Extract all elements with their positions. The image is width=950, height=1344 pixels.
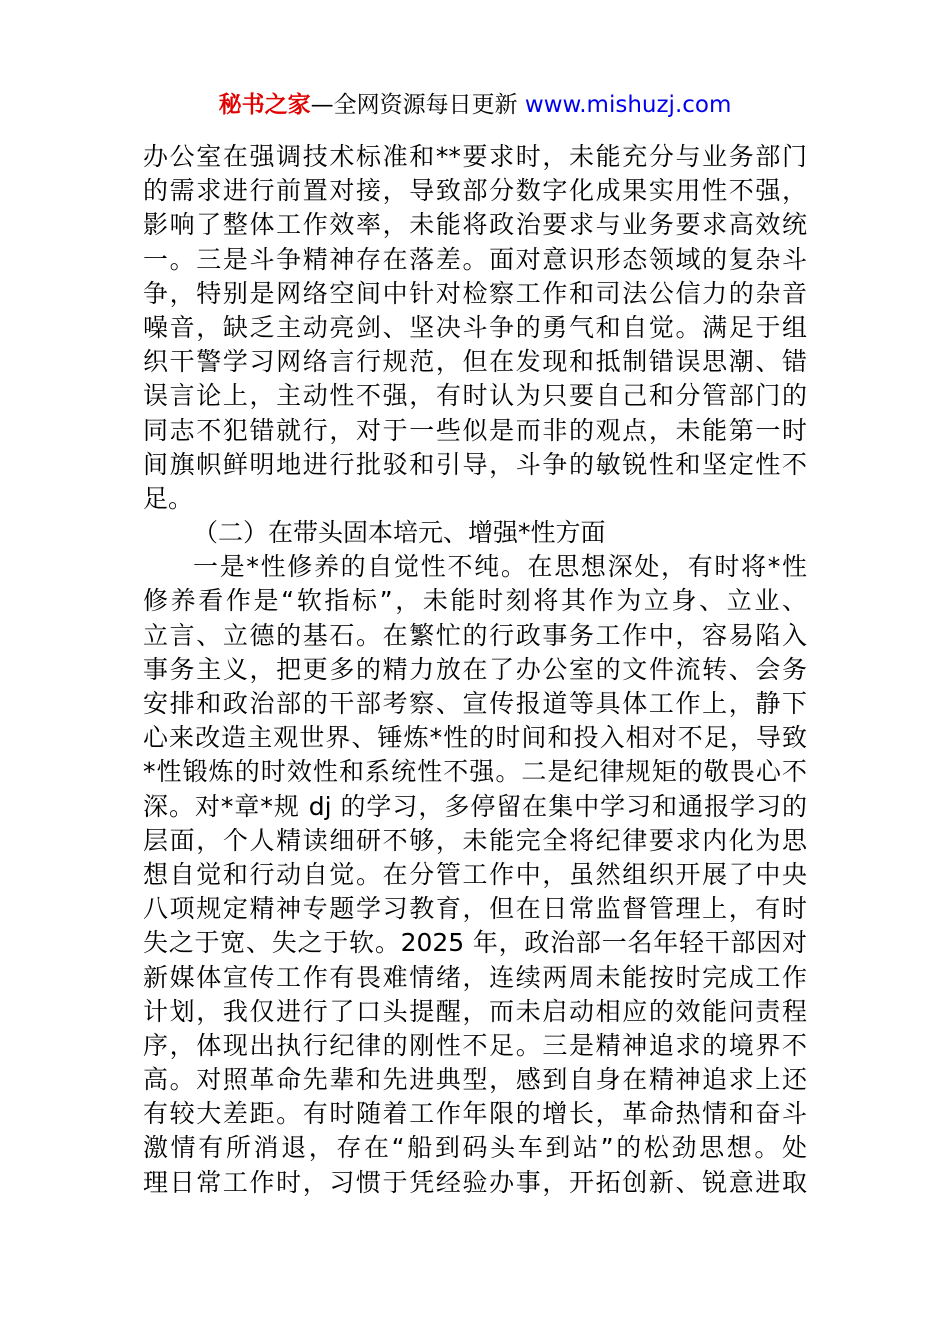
text-line: 失之于宽、失之于软。2025 年，政治部一名年轻干部因对 xyxy=(143,928,807,958)
text-line: 计划，我仅进行了口头提醒，而未启动相应的效能问责程 xyxy=(143,996,807,1026)
paragraph-first-line: 一是*性修养的自觉性不纯。在思想深处，有时将*性 xyxy=(193,552,807,582)
text-line: 影响了整体工作效率，未能将政治要求与业务要求高效统 xyxy=(143,210,807,240)
text-line: 同志不犯错就行，对于一些似是而非的观点，未能第一时 xyxy=(143,415,807,445)
text-line: 噪音，缺乏主动亮剑、坚决斗争的勇气和自觉。满足于组 xyxy=(143,312,807,342)
text-line: 理日常工作时，习惯于凭经验办事，开拓创新、锐意进取 xyxy=(143,1167,807,1197)
section-heading: （二）在带头固本培元、增强*性方面 xyxy=(193,518,606,548)
page-header xyxy=(0,88,950,122)
text-line: 激情有所消退，存在“船到码头车到站”的松劲思想。处 xyxy=(143,1133,807,1163)
brand-name: 秘书之家 xyxy=(218,92,311,118)
text-line: 安排和政治部的干部考察、宣传报道等具体工作上，静下 xyxy=(143,689,807,718)
text-line: 立言、立德的基石。在繁忙的行政事务工作中，容易陷入 xyxy=(143,620,807,650)
text-line: 办公室在强调技术标准和**要求时，未能充分与业务部门 xyxy=(143,142,807,171)
text-line: 修养看作是“软指标”，未能时刻将其作为立身、立业、 xyxy=(143,586,807,616)
header-tagline: —全网资源每日更新 xyxy=(310,92,518,118)
text-line: 新媒体宣传工作有畏难情绪，连续两周未能按时完成工作 xyxy=(143,962,807,992)
text-line: 心来改造主观世界、锤炼*性的时间和投入相对不足，导致 xyxy=(143,723,807,753)
text-line: 争，特别是网络空间中针对检察工作和司法公信力的杂音 xyxy=(143,278,807,308)
text-line: 序，体现出执行纪律的刚性不足。三是精神追求的境界不 xyxy=(143,1030,807,1060)
text-line: 间旗帜鲜明地进行批驳和引导，斗争的敏锐性和坚定性不 xyxy=(143,449,807,479)
text-line: 误言论上，主动性不强，有时认为只要自己和分管部门的 xyxy=(143,381,807,411)
text-line: 高。对照革命先辈和先进典型，感到自身在精神追求上还 xyxy=(143,1065,807,1095)
text-line: 有较大差距。有时随着工作年限的增长，革命热情和奋斗 xyxy=(143,1099,807,1129)
text-line: 八项规定精神专题学习教育，但在日常监督管理上，有时 xyxy=(143,894,807,924)
site-url[interactable]: www.mishuzj.com xyxy=(524,92,732,118)
text-line: 一。三是斗争精神存在落差。面对意识形态领域的复杂斗 xyxy=(143,244,807,274)
text-line: 深。对*章*规 dj 的学习，多停留在集中学习和通报学习的 xyxy=(143,791,807,821)
text-line: 想自觉和行动自觉。在分管工作中，虽然组织开展了中央 xyxy=(143,859,807,889)
text-line: 事务主义，把更多的精力放在了办公室的文件流转、会务 xyxy=(143,654,807,684)
body-text xyxy=(143,140,807,1200)
text-line: 层面，个人精读细研不够，未能完全将纪律要求内化为思 xyxy=(143,825,807,855)
text-line: 织干警学习网络言行规范，但在发现和抵制错误思潮、错 xyxy=(143,347,807,377)
text-line: *性锻炼的时效性和系统性不强。二是纪律规矩的敬畏心不 xyxy=(143,757,807,787)
text-line: 的需求进行前置对接，导致部分数字化成果实用性不强， xyxy=(143,176,807,206)
text-line: 足。 xyxy=(143,483,194,513)
